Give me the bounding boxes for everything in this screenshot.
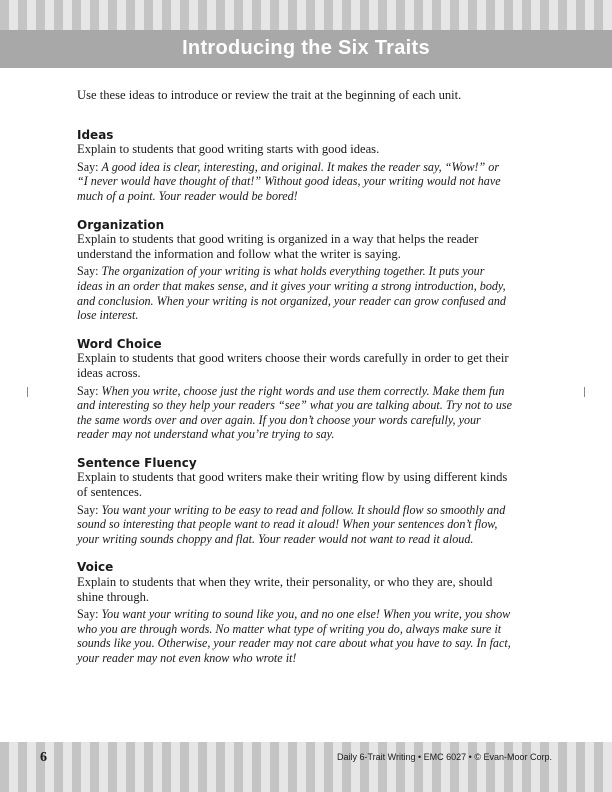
say-label: Say: xyxy=(77,383,99,398)
section-word-choice xyxy=(77,337,512,442)
section-sentence-fluency xyxy=(77,456,512,547)
intro-text: Use these ideas to introduce or review the trait at the beginning of each unit. xyxy=(77,88,462,102)
section-say xyxy=(77,607,512,665)
say-text: You want your writing to be easy to read and follow. It should flow so smoothly and sound so interesting that people want to read it aloud! When your sentences don’t flow, your writing sounds choppy and flat. Your reader would not want to read it aloud. xyxy=(77,502,506,546)
section-ideas xyxy=(77,128,512,204)
section-heading: Ideas xyxy=(77,127,114,142)
section-heading: Organization xyxy=(77,217,165,232)
page-title: Introducing the Six Traits xyxy=(182,37,430,59)
section-explain: Explain to students that when they write, their personality, or who they are, should shine through. xyxy=(77,575,493,604)
say-text: You want your writing to sound like you, and no one else! When you write, you show who you are through words. No matter what type of writing you do, always make sure it sounds like you. Otherwise, your reader may not care about what you have to say. In fact, your reader may not even know who wrote it! xyxy=(77,607,511,665)
section-explain: Explain to students that good writers make their writing flow by using different kinds of sentences. xyxy=(77,470,508,500)
crop-mark-right xyxy=(584,387,585,397)
section-organization xyxy=(77,218,512,323)
section-voice xyxy=(77,560,512,665)
say-label: Say: xyxy=(77,502,99,517)
header-stripes xyxy=(0,0,612,30)
main-content xyxy=(77,88,512,680)
section-heading: Voice xyxy=(77,560,114,575)
title-band xyxy=(0,30,612,68)
say-label: Say: xyxy=(77,607,99,622)
section-heading: Word Choice xyxy=(77,336,162,351)
say-label: Say: xyxy=(77,264,99,279)
section-say xyxy=(77,503,512,547)
say-text: The organization of your writing is what holds everything together. It puts your ideas in an order that makes sense, and it gives your writing a strong introduction, body, and conclusion. When your writing is not organized, your reader can grow confused and lose interest. xyxy=(77,264,506,323)
section-explain: Explain to students that good writers choose their words carefully in order to get their ideas across. xyxy=(77,351,509,380)
section-say xyxy=(77,264,512,322)
section-explain: Explain to students that good writing is organized in a way that helps the reader understand the information and follow what the writer is saying. xyxy=(77,232,479,261)
footer-stripes xyxy=(0,742,612,792)
section-explain: Explain to students that good writing starts with good ideas. xyxy=(77,142,380,157)
say-label: Say: xyxy=(77,159,99,174)
page-number: 6 xyxy=(40,750,47,765)
say-text: When you write, choose just the right words and use them correctly. Make them fun and interesting so they help your readers “see” what you are talking about. Try not to use the same words over and over again. If you don’t choose your words carefully, your reader may not understand what you’re trying to say. xyxy=(77,383,513,442)
crop-mark-left xyxy=(27,387,28,397)
section-say xyxy=(77,160,512,204)
say-text: A good idea is clear, interesting, and original. It makes the reader say, “Wow!” or “I never would have thought of that!” Without good ideas, your writing would not have much of a point. Your reader would be bored! xyxy=(77,159,501,203)
section-heading: Sentence Fluency xyxy=(77,455,197,470)
footer-credit: Daily 6-Trait Writing • EMC 6027 • © Evan-Moor Corp. xyxy=(337,752,552,762)
section-say xyxy=(77,384,512,442)
